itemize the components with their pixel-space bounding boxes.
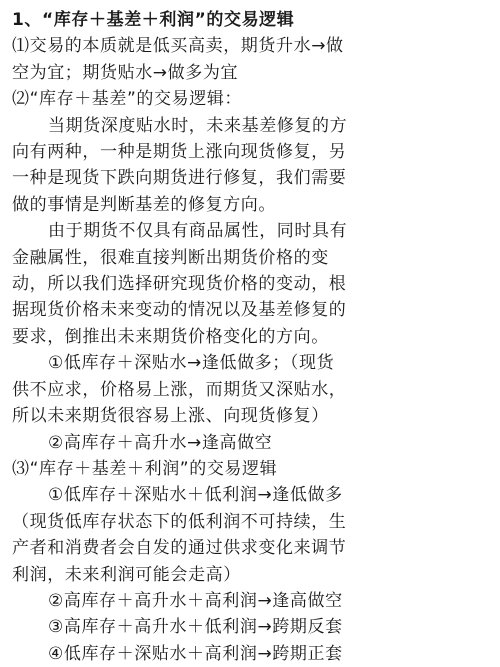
- paragraph-line: ⑴交易的本质就是低买高卖，期货升水→做: [12, 36, 344, 57]
- paragraph-line: 当期货深度贴水时，未来基差修复的方: [48, 115, 348, 136]
- paragraph-line: （现货低库存状态下的低利润不可持续，生: [12, 511, 347, 532]
- paragraph-line: 向有两种，一种是期货上涨向现货修复，另: [12, 142, 347, 163]
- paragraph-line: 金融属性，很难直接判断出期货价格的变: [12, 247, 329, 268]
- list-item: ②高库存＋高升水＋高利润→逢高做空: [48, 590, 343, 611]
- paragraph-line: 利润，未来利润可能会走高）: [12, 564, 241, 585]
- paragraph-line: 所以未来期货很容易上涨、向现货修复）: [12, 406, 329, 427]
- paragraph-line: 一种是现货下跌向期货进行修复，我们需要: [12, 168, 347, 189]
- subsection-heading: ⑵“库存＋基差”的交易逻辑：: [12, 89, 243, 110]
- paragraph-line: 据现货价格未来变动的情况以及基差修复的: [12, 300, 347, 321]
- paragraph-line: 由于期货不仅具有商品属性，同时具有: [48, 221, 348, 242]
- paragraph-line: 空为宜；期货贴水→做多为宜: [12, 62, 239, 83]
- paragraph-line: 产者和消费者会自发的通过供求变化来调节: [12, 538, 347, 559]
- list-item: ①低库存＋深贴水＋低利润→逢低做多: [48, 485, 343, 506]
- list-item: ④低库存＋深贴水＋高利润→跨期正套: [48, 643, 343, 664]
- list-item: ③高库存＋高升水＋低利润→跨期反套: [48, 617, 343, 638]
- list-item: ①低库存＋深贴水→逢低做多；（现货: [48, 353, 335, 374]
- subsection-heading: ⑶“库存＋基差＋利润”的交易逻辑: [12, 458, 278, 479]
- list-item: ②高库存＋高升水→逢高做空: [48, 432, 273, 453]
- paragraph-line: 供不应求，价格易上涨，而期货又深贴水，: [12, 379, 347, 400]
- paragraph-line: 做的事情是判断基差的修复方向。: [12, 194, 276, 215]
- paragraph-line: 要求，倒推出未来期货价格变化的方向。: [12, 326, 329, 347]
- section-title: 1、“库存＋基差＋利润”的交易逻辑: [12, 10, 295, 30]
- paragraph-line: 动，所以我们选择研究现货价格的变动，根: [12, 274, 347, 295]
